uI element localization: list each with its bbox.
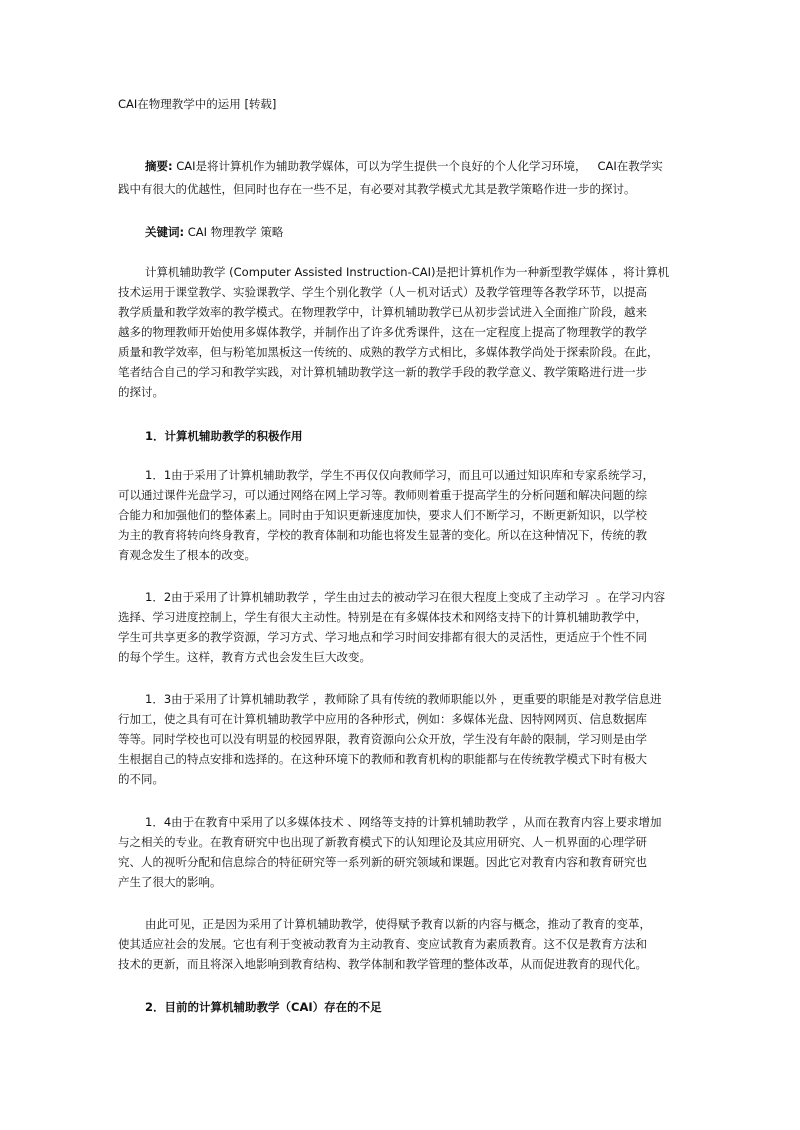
intro-line-7: 的探讨。 xyxy=(118,385,164,399)
s1p4-line-1: 1．4由于在教育中采用了以多媒体技术 、网络等支持的计算机辅助教学 ，从而在教育内容上要求增加 xyxy=(145,815,662,829)
section2-heading: 2．目前的计算机辅助教学（CAI）存在的不足 xyxy=(145,1000,382,1014)
s1-conclusion-line-2: 使其适应社会的发展。它也有利于变被动教育为主动教育、变应试教育为素质教育。这不仅是教育方法和 xyxy=(118,937,647,951)
s1p4-line-2: 与之相关的专业。在教育研究中也出现了新教育模式下的认知理论及其应用研究、人－机界面的心理学研 xyxy=(118,835,647,849)
document-title: CAI在物理教学中的运用 [转载] xyxy=(118,97,277,111)
s1p4-line-4: 产生了很大的影响。 xyxy=(118,875,222,889)
s1p1-line-2: 可以通过课件光盘学习，可以通过网络在网上学习等。教师则着重于提高学生的分析问题和解决问题的综 xyxy=(118,488,647,502)
s1p3-line-1: 1．3由于采用了计算机辅助教学 ，教师除了具有传统的教师职能以外 ，更重要的职能是对教学信息进 xyxy=(145,692,662,706)
s1p1-line-4: 为主的教育将转向终身教育，学校的教育体制和功能也将发生显著的变化。所以在这种情况下，传统的教 xyxy=(118,528,647,542)
s1p4-line-3: 究、人的视听分配和信息综合的特征研究等一系列新的研究领域和课题。因此它对教育内容和教育研究也 xyxy=(118,855,647,869)
abstract-text-1: CAI是将计算机作为辅助教学媒体，可以为学生提供一个良好的个人化学习环境， CAI在教学实 xyxy=(172,159,663,173)
s1p2-line-1: 1．2由于采用了计算机辅助教学 ，学生由过去的被动学习在很大程度上变成了主动学习 。在学习内容 xyxy=(145,590,666,604)
s1p2-line-4: 的每个学生。这样，教育方式也会发生巨大改变。 xyxy=(118,650,371,664)
s1p2-line-2: 选择、学习进度控制上，学生有很大主动性。特别是在有多媒体技术和网络支持下的计算机辅助教学中， xyxy=(118,610,647,624)
section1-heading: 1．计算机辅助教学的积极作用 xyxy=(145,429,303,443)
intro-line-6: 笔者结合自己的学习和教学实践，对计算机辅助教学这一新的教学手段的教学意义、教学策略进行进一步 xyxy=(118,365,647,379)
s1-conclusion-line-1: 由此可见，正是因为采用了计算机辅助教学，使得赋予教育以新的内容与概念，推动了教育的变革， xyxy=(145,917,651,931)
s1p1-line-5: 育观念发生了根本的改变。 xyxy=(118,548,256,562)
abstract-line-1 xyxy=(145,158,663,174)
s1p2-line-3: 学生可共享更多的教学资源，学习方式、学习地点和学习时间安排都有很大的灵活性，更适应于个性不同 xyxy=(118,630,647,644)
abstract-label: 摘要: xyxy=(145,159,173,173)
keywords-label: 关键词: xyxy=(145,225,185,239)
intro-line-4: 越多的物理教师开始使用多媒体教学，并制作出了许多优秀课件，这在一定程度上提高了物理教学的教学 xyxy=(118,325,647,339)
intro-line-2: 技术运用于课堂教学、实验课教学、学生个别化教学（人－机对话式）及教学管理等各教学环节，以提高 xyxy=(118,285,647,299)
intro-line-5: 质量和教学效率，但与粉笔加黑板这一传统的、成熟的教学方式相比，多媒体教学尚处于探索阶段。在此， xyxy=(118,345,659,359)
abstract-line-2: 践中有很大的优越性，但同时也存在一些不足，有必要对其教学模式尤其是教学策略作进一步的探讨。 xyxy=(118,182,636,196)
intro-line-3: 教学质量和教学效率的教学模式。在物理教学中，计算机辅助教学已从初步尝试进入全面推广阶段，越来 xyxy=(118,305,647,319)
s1p3-line-3: 等等。同时学校也可以没有明显的校园界限，教育资源向公众开放，学生没有年龄的限制，学习则是由学 xyxy=(118,732,647,746)
s1p3-line-2: 行加工，使之具有可在计算机辅助教学中应用的各种形式，例如：多媒体光盘、因特网网页、信息数据库 xyxy=(118,712,647,726)
s1-conclusion-line-3: 技术的更新，而且将深入地影响到教育结构、教学体制和教学管理的整体改革，从而促进教育的现代化。 xyxy=(118,957,647,971)
intro-line-1: 计算机辅助教学 (Computer Assisted Instruction-CAI)是把计算机作为一种新型教学媒体 ，将计算机 xyxy=(145,265,670,279)
s1p1-line-1: 1．1由于采用了计算机辅助教学，学生不再仅仅向教师学习，而且可以通过知识库和专家系统学习， xyxy=(145,468,655,482)
s1p3-line-5: 的不同。 xyxy=(118,772,164,786)
s1p1-line-3: 合能力和加强他们的整体素上。同时由于知识更新速度加快，要求人们不断学习，不断更新知识，以学校 xyxy=(118,508,647,522)
keywords-line xyxy=(145,224,283,240)
s1p3-line-4: 生根据自己的特点安排和选择的。在这种环境下的教师和教育机构的职能都与在传统教学模式下时有极大 xyxy=(118,752,647,766)
keywords-text: CAI 物理教学 策略 xyxy=(184,225,284,239)
